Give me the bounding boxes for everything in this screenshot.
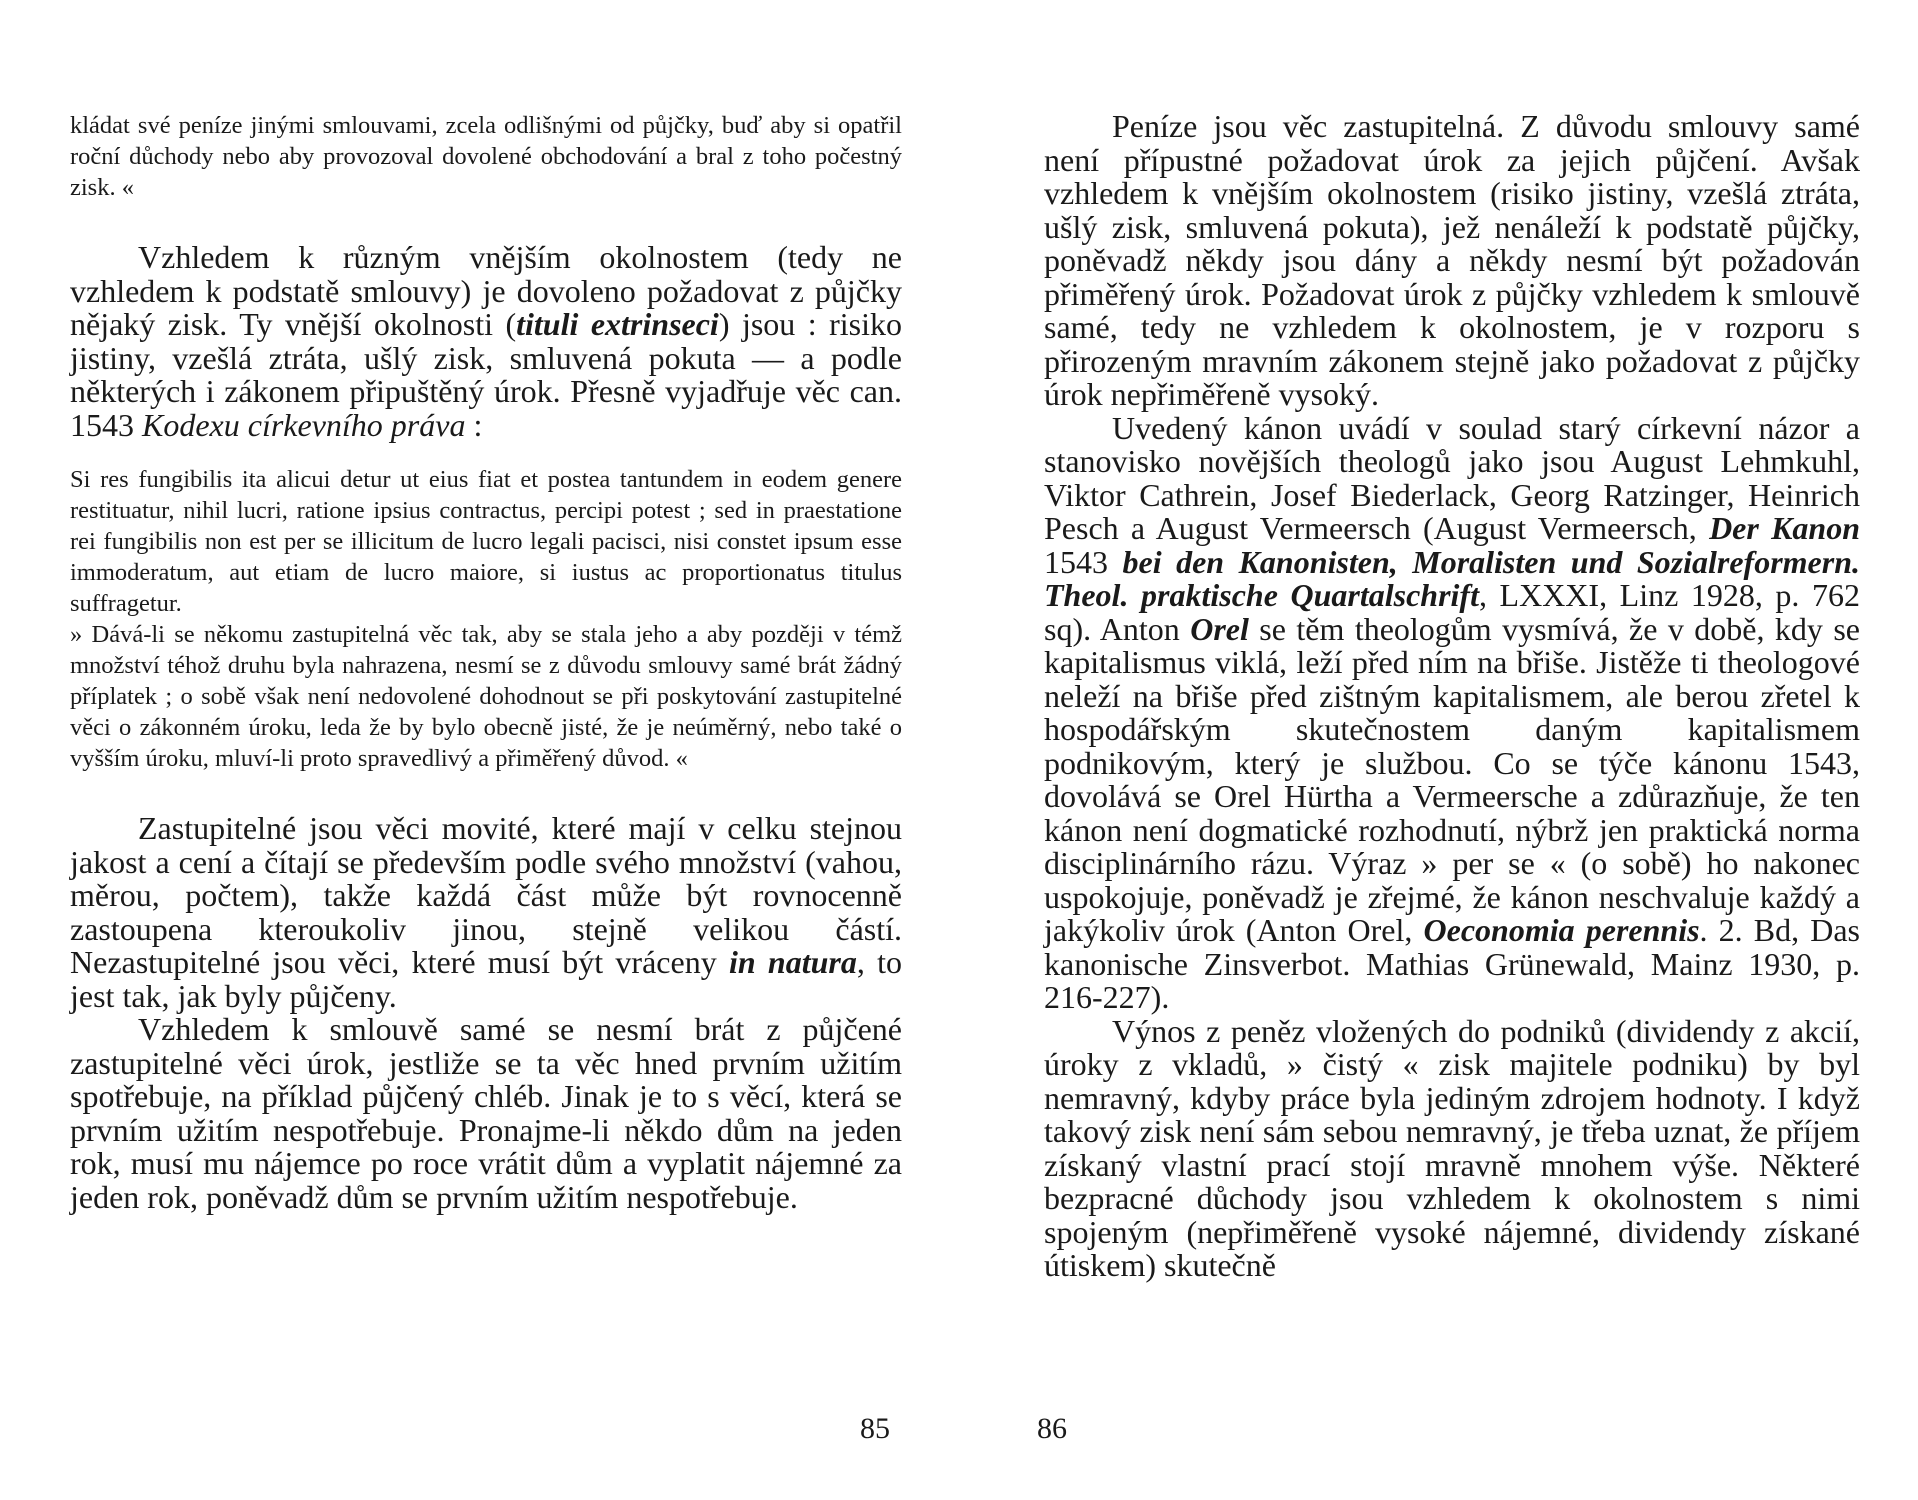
left-paragraph-consumed-goods: Vzhledem k smlouvě samé se nesmí brát z půjčené zastupitelné věci úrok, jestliže se ta věc hned prvním užitím spotřebuje, na příklad půjčený chléb. Jinak je to s věcí, která se prvním užitím nespotřebuje. Pronajme-li někdo dům na jeden rok, musí mu nájemce po roce vrátit dům a vyplatit nájemné za jeden rok, poněvadž dům se prvním užitím nespotřebuje. bbox=[70, 1011, 902, 1215]
czech-canon-translation: » Dává-li se někomu zastupitelná věc tak, aby se stala jeho a aby později v témž množství téhož druhu byla nahrazena, nesmí se z důvodu smlouvy samé brát žádný příplatek ; o sobě však není nedovolené dohodnout se při poskytování zastupitelné věci o zákonném úroku, leda že by bylo obecně jisté, že je neúměrný, nebo také o vyšším úroku, mluví-li proto spravedlivý a přiměřený důvod. « bbox=[70, 621, 902, 772]
left-text-column bbox=[70, 110, 902, 1214]
right-text-column bbox=[1044, 110, 1860, 1283]
page-number-left: 85 bbox=[860, 1412, 890, 1445]
left-paragraph-external-circumstances: Vzhledem k různým vnějším okolnostem (tedy ne vzhledem k podstatě smlouvy) je dovoleno požadovat z půjčky nějaký zisk. Ty vnější okolnosti (tituli extrinseci) jsou : risiko jistiny, vzešlá ztráta, ušlý zisk, smluvená pokuta — a podle některých i zákonem připuštěný úrok. Přesně vyjadřuje věc can. 1543 Kodexu církevního práva : bbox=[70, 239, 903, 443]
left-paragraph-continuation: kládat své peníze jinými smlouvami, zcela odlišnými od půjčky, buď aby si opatřil roční důchody nebo aby provozoval dovolené obchodování a bral z toho počestný zisk. « bbox=[70, 112, 902, 201]
left-paragraph-fungible-goods: Zastupitelné jsou věci movité, které mají v celku stejnou jakost a cení a čítají se především podle svého množství (vahou, měrou, počtem), takže každá část může být rovnocenně zastoupena kteroukoliv jinou, stejně velikou částí. Nezastupitelné jsou věci, které musí být vráceny in natura, to jest tak, jak byly půjčeny. bbox=[70, 810, 903, 1014]
right-paragraph-returns: Výnos z peněz vložených do podniků (dividendy z akcií, úroky z vkladů, » čistý « zisk majitele podniku) by byl nemravný, kdyby práce byla jediným zdrojem hodnoty. I když takový zisk není sám sebou nemravný, je třeba uznat, že příjem získaný vlastní prací stojí mravně mnohem výše. Některé bezpracné důchody jsou vzhledem k okolnostem s nimi spojeným (nepřiměřeně vysoké nájemné, dividendy získané útiskem) skutečně bbox=[1044, 1012, 1860, 1283]
page-number-right: 86 bbox=[1037, 1412, 1067, 1445]
page-right bbox=[959, 0, 1918, 1500]
right-paragraph-canon-theologians: Uvedený kánon uvádí v soulad starý církevní názor a stanovisko novějších theologů jako jsou August Lehmkuhl, Viktor Cathrein, Josef Biederlack, Georg Ratzinger, Heinrich Pesch a August Vermeersch (August Vermeersch, Der Kanon 1543 bei den Kanonisten, Moralisten und Sozialreformern. Theol. praktische Quartalschrift, LXXXI, Linz 1928, p. 762 sq). Anton Orel se těm theologům vysmívá, že v době, kdy se kapitalismus viklá, leží před ním na břiše. Jistěže ti theologové neleží na břiše před zištným kapitalismem, ale berou zřetel k hospodářským skutečnostem daným kapitalismem podnikovým, který je službou. Co se týče kánonu 1543, dovolává se Orel Hürtha a Vermeersche a zdůrazňuje, že ten kánon není dogmatické rozhodnutí, nýbrž jen praktická norma disciplinárního rázu. Výraz » per se « (o sobě) ho nakonec uspokojuje, poněvadž je zřejmé, že kánon neschvaluje každý a jakýkoliv úrok (Anton Orel, Oeconomia perennis. 2. Bd, Das kanonische Zinsverbot. Mathias Grünewald, Mainz 1930, p. 216-227). bbox=[1044, 409, 1861, 1015]
latin-canon-quote: Si res fungibilis ita alicui detur ut eius fiat et postea tantundem in eodem genere restituatur, nihil lucri, ratione ipsius contractus, percipi potest ; sed in praestatione rei fungibilis non est per se illicitum de lucro legali pacisci, nisi constet ipsum esse immoderatum, aut etiam de lucro maiore, si iustus ac proportionatus titulus suffragetur. bbox=[70, 466, 902, 617]
right-paragraph-money: Peníze jsou věc zastupitelná. Z důvodu smlouvy samé není přípustné požadovat úrok za jejich půjčení. Avšak vzhledem k vnějším okolnostem (risiko jistiny, vzešlá ztráta, ušlý zisk, smluvená pokuta), jež nenáleží k podstatě půjčky, poněvadž někdy jsou dány a někdy nesmí být požadován přiměřený úrok. Požadovat úrok z půjčky vzhledem k smlouvě samé, tedy ne vzhledem k okolnostem, je v rozporu s přirozeným mravním zákonem stejně jako požadovat z půjčky úrok nepřiměřeně vysoký. bbox=[1044, 108, 1860, 412]
